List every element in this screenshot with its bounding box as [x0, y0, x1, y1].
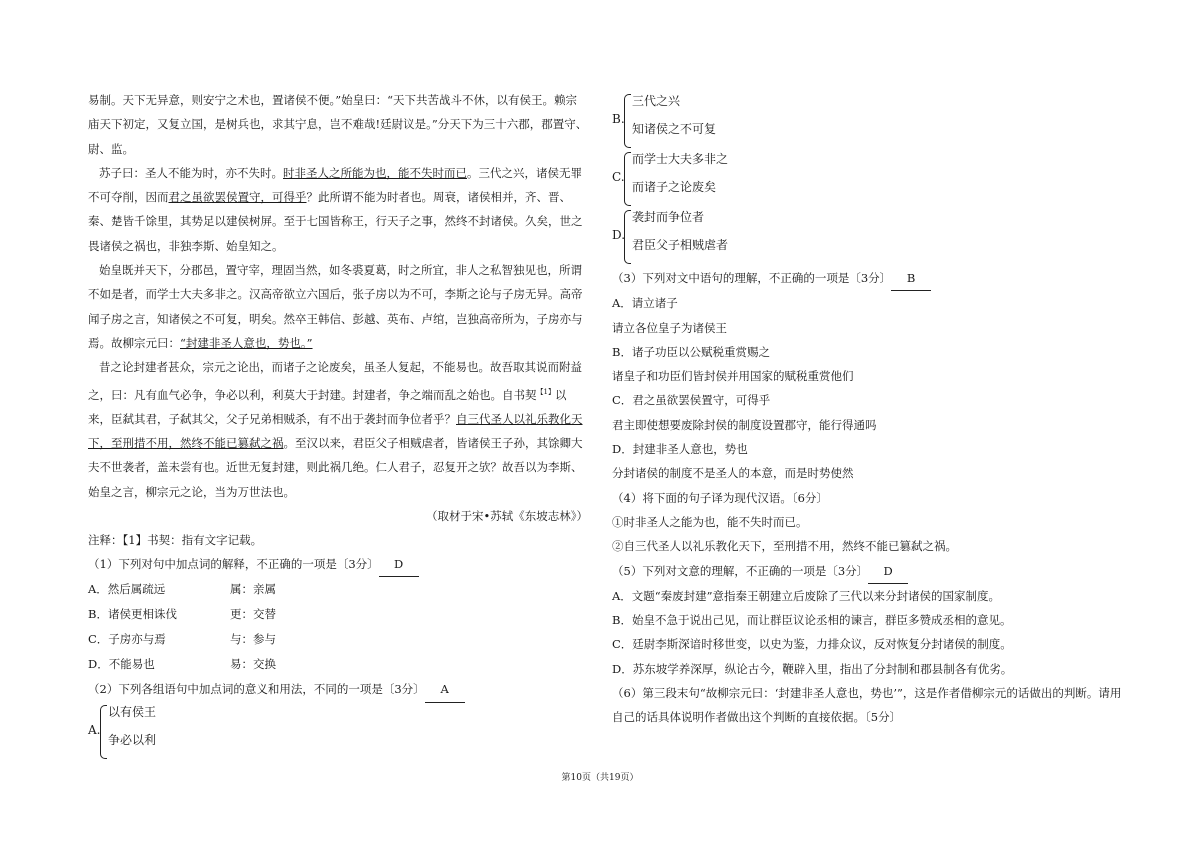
q5-stem-text: （5）下列对文意的理解，不正确的一项是〔3分〕	[612, 563, 869, 578]
passage-paragraph-2	[88, 161, 588, 258]
passage-paragraph-1: 易制。天下无异意，则安宁之术也，置诸侯不便。”始皇曰：“天下共苦战斗不休，以有侯王。赖宗庙天下初定，又复立国，是树兵也，求其宁息，岂不难哉!廷尉议是。”分天下为三十六郡，郡置守、尉、监。	[88, 93, 588, 156]
q1-option-gloss: 易：交换	[230, 657, 276, 672]
passage-text: 。三代之兴，诸侯无罪不可夺削，因而	[88, 165, 582, 205]
q2-option-a	[88, 703, 588, 761]
q3-stem-text: （3）下列对文中语句的理解，不正确的一项是〔3分〕	[612, 271, 892, 285]
brace-bracket	[624, 94, 631, 148]
q1-option-gloss: 与：参与	[230, 632, 276, 647]
q5-line: B．始皇不急于说出己见，而让群臣议论丞相的谏言，群臣多赞成丞相的意见。	[612, 613, 1012, 628]
footnote-marker: 【1】	[536, 387, 555, 396]
passage-text: ？此所谓不能为时者也。周衰，诸侯相并，齐、晋、秦、楚皆千馀里，其势足以建侯树屏。至于七国皆称王，行天子之事，然终不封诸侯。久矣，世之畏诸侯之祸也，非独李斯、始皇知之。	[88, 190, 583, 253]
underlined-sentence-1: 时非圣人之所能为也，能不失时而已	[283, 165, 467, 180]
q3-line: B．诸子功臣以公赋税重赏赐之	[612, 344, 770, 359]
q5-answer: D	[868, 559, 908, 584]
option-line-1: 三代之兴	[632, 94, 681, 108]
q2-option-c	[612, 150, 1132, 208]
q1-option	[88, 627, 588, 652]
q4-item: ②自三代圣人以礼乐教化天下，至刑措不用，然终不能已篡弑之祸。	[612, 539, 957, 554]
underlined-sentence-2: 君之虽欲罢侯置守，可得乎	[168, 190, 307, 205]
q4-item: ①时非圣人之能为也，能不失时而已。	[612, 514, 808, 529]
q3-line: 君主即使想要废除封侯的制度设置郡守，能行得通吗	[612, 417, 877, 432]
q3-stem	[612, 266, 1132, 291]
page-footer: 第10页（共19页）	[561, 773, 639, 783]
footnote: 注释：【1】书契：指有文字记载。	[88, 532, 263, 547]
q2-option-b	[612, 92, 1132, 150]
brace-bracket	[624, 210, 631, 264]
option-line-1: 袭封而争位者	[632, 210, 705, 224]
q1-option-text: A．然后属疏远	[88, 582, 166, 597]
passage-paragraph-3	[88, 258, 588, 355]
q3-line: 请立各位皇子为诸侯王	[612, 320, 727, 335]
option-line-2: 知诸侯之不可复	[632, 122, 717, 136]
underlined-quote: “封建非圣人意也，势也。”	[180, 335, 313, 350]
q1-option-text: B．诸侯更相诛伐	[88, 607, 177, 622]
brace-bracket	[624, 152, 631, 206]
passage-text: 昔之论封建者甚众，宗元之论出，而诸子之论废矣，虽圣人复起，不能易也。故吾取其说而附益之，曰：凡有血气必争，争必以利，利莫大于封建。封建者，争之端而乱之始也。自书契	[88, 360, 582, 402]
q5-line: C．廷尉李斯深谙时移世变，以史为鉴，力排众议，反对恢复分封诸侯的制度。	[612, 637, 1012, 652]
option-label: C.	[612, 170, 625, 184]
q1-stem-text: （1）下列对句中加点词的解释，不正确的一项是〔3分〕	[88, 557, 379, 572]
option-line-2: 君臣父子相贼虐者	[632, 238, 729, 252]
q2-option-d	[612, 208, 1132, 266]
passage-text: 。至汉以来，君臣父子相贼虐者，皆诸侯王子孙，其馀卿大夫不世袭者，盖未尝有也。近世无复封建，则此祸几绝。仁人君子，忍复开之欤？故吾以为李斯、始皇之言，柳宗元之论，当为万世法也。	[88, 435, 583, 499]
option-line-1: 以有侯王	[108, 704, 157, 719]
q1-option-gloss: 更：交替	[230, 607, 276, 622]
q3-line: 分封诸侯的制度不是圣人的本意，而是时势使然	[612, 466, 854, 481]
option-line-2: 争必以利	[108, 732, 157, 747]
right-column	[612, 92, 1132, 730]
option-line-1: 而学士大夫多非之	[632, 152, 729, 166]
passage-text: 始皇既并天下，分郡邑，置守宰，理固当然，如冬裘夏葛，时之所宜，非人之私智独见也，所谓不如是者，而学士大夫多非之。汉高帝欲立六国后，张子房以为不可，李斯之论与子房无异。高帝闻子房之言，知诸侯之不可复，明矣。然卒王韩信、彭越、英布、卢绾，岂独高帝所为，子房亦与焉。故柳宗元曰：	[88, 263, 583, 350]
q1-stem	[88, 552, 588, 577]
q3-line: C．君之虽欲罢侯置守，可得乎	[612, 393, 771, 408]
q5-line: D．苏东坡学养深厚，纵论古今，鞭辟入里，指出了分封制和郡县制各有优劣。	[612, 661, 1013, 676]
q1-option	[88, 652, 588, 677]
underlined-sentence-3: 自三代圣人以礼乐教化天下，至刑措不用，然终不能已篡弑之祸	[88, 411, 583, 450]
brace-bracket	[100, 705, 107, 759]
passage-text: 以来，臣弑其君，子弑其父，父子兄弟相贼杀，有不出于袭封而争位者乎？	[88, 387, 567, 426]
q4-stem: （4）将下面的句子译为现代汉语。〔6分〕	[612, 490, 828, 505]
q3-answer: B	[891, 266, 931, 291]
q5-stem	[612, 559, 1132, 584]
option-label: A.	[88, 722, 101, 737]
q1-answer: D	[379, 552, 419, 577]
q1-option	[88, 602, 588, 627]
option-label: D.	[612, 228, 626, 242]
q3-line: A．请立诸子	[612, 296, 678, 311]
q1-option-gloss: 属：亲属	[230, 582, 276, 597]
q2-stem	[88, 677, 588, 702]
q3-line: 诸皇子和功臣们皆封侯并用国家的赋税重赏他们	[612, 369, 854, 384]
q1-option-text: D．不能易也	[88, 657, 155, 672]
q6-stem: （6）第三段末句“故柳宗元曰：‘封建非圣人意也，势也’”，这是作者借柳宗元的话做出的判断。请用自己的话具体说明作者做出这个判断的直接依据。〔5分〕	[612, 686, 1122, 725]
passage-text: 苏子曰：圣人不能为时，亦不失时。	[99, 165, 283, 180]
q2-answer: A	[425, 677, 465, 702]
passage-paragraph-4	[88, 355, 588, 504]
option-line-2: 而诸子之论废矣	[632, 180, 717, 194]
q5-line: A．文题“秦废封建”意指秦王朝建立后废除了三代以来分封诸侯的国家制度。	[612, 588, 1001, 603]
q1-option-text: C．子房亦与焉	[88, 632, 166, 647]
option-label: B.	[612, 112, 625, 126]
q3-line: D．封建非圣人意也，势也	[612, 442, 748, 457]
left-column	[88, 88, 588, 761]
q1-option	[88, 577, 588, 602]
source-citation: （取材于宋•苏轼《东坡志林》）	[425, 508, 588, 523]
q2-stem-text: （2）下列各组语句中加点词的意义和用法，不同的一项是〔3分〕	[88, 682, 425, 697]
